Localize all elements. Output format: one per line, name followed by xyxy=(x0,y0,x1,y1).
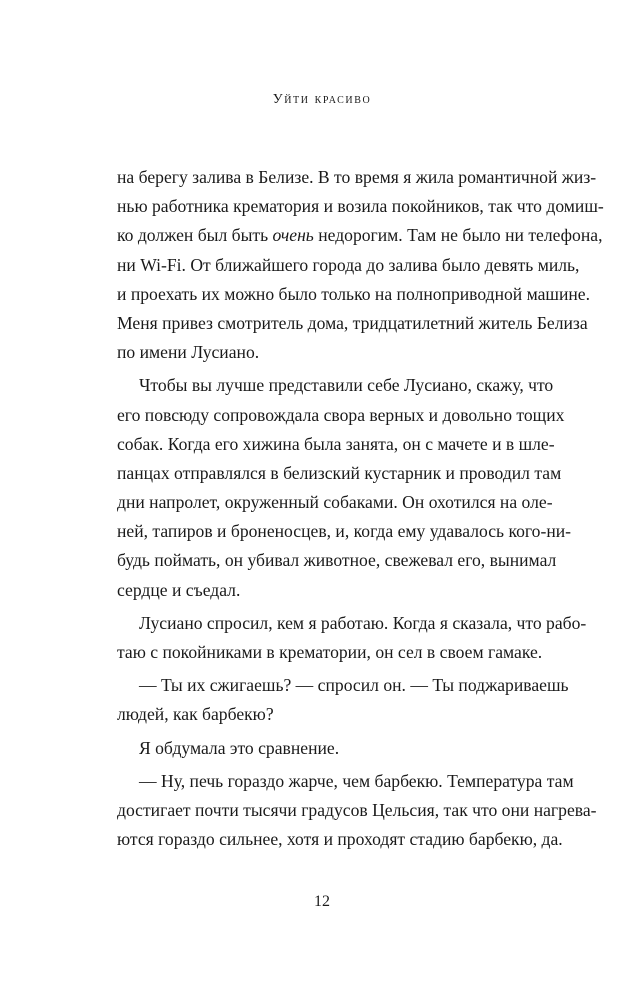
running-head: Уйти красиво xyxy=(272,92,372,107)
paragraph xyxy=(117,163,604,367)
text-line: и проехать их можно было только на полноприводной машине. xyxy=(117,283,591,304)
text-line: будь поймать, он убивал животное, свежевал его, вынимал xyxy=(117,550,557,571)
emphasis-text: очень xyxy=(272,225,314,246)
text-run: ко должен был быть xyxy=(117,225,273,246)
paragraph xyxy=(117,609,587,667)
text-line: собак. Когда его хижина была занята, он с мачете и в шле- xyxy=(117,433,555,454)
text-line: Я обдумала это сравнение. xyxy=(139,737,340,758)
body-text xyxy=(117,163,604,854)
text-line: людей, как барбекю? xyxy=(117,704,274,725)
text-line: Меня привез смотритель дома, тридцатилетний житель Белиза xyxy=(117,312,588,333)
paragraph xyxy=(117,671,569,729)
text-line: нью работника крематория и возила покойников, так что домиш- xyxy=(117,196,604,217)
text-line: на берегу залива в Белизе. В то время я жила романтичной жиз- xyxy=(117,167,597,187)
text-line: Лусиано спросил, кем я работаю. Когда я сказала, что рабо- xyxy=(139,612,587,633)
paragraph xyxy=(117,734,531,763)
page-number: 12 xyxy=(314,893,330,910)
text-line: ней, тапиров и броненосцев, и, когда ему удавалось кого-ни- xyxy=(117,521,572,542)
text-line: — Ну, печь гораздо жарче, чем барбекю. Температура там xyxy=(139,770,574,791)
text-line: ются гораздо сильнее, хотя и проходят стадию барбекю, да. xyxy=(117,829,563,850)
text-line: Чтобы вы лучше представили себе Лусиано, скажу, что xyxy=(139,375,554,396)
paragraph xyxy=(117,371,572,605)
text-line: ни Wi-Fi. От ближайшего города до залива было девять миль, xyxy=(117,254,580,275)
text-line: по имени Лусиано. xyxy=(117,342,260,363)
text-line: дни напролет, окруженный собаками. Он охотился на оле- xyxy=(117,492,553,513)
text-line xyxy=(117,221,603,250)
text-run: недорогим. Там не было ни телефона, xyxy=(313,225,603,246)
text-line: сердце и съедал. xyxy=(117,579,241,600)
text-line: панцах отправлялся в белизский кустарник и проводил там xyxy=(117,462,562,483)
text-line: достигает почти тысячи градусов Цельсия, так что они нагрева- xyxy=(117,799,597,820)
paragraph xyxy=(117,767,597,855)
text-line: таю с покойниками в крематории, он сел в своем гамаке. xyxy=(117,642,543,662)
text-line: его повсюду сопровождала свора верных и довольно тощих xyxy=(117,404,565,425)
text-line: — Ты их сжигаешь? — спросил он. — Ты поджариваешь xyxy=(139,675,569,696)
